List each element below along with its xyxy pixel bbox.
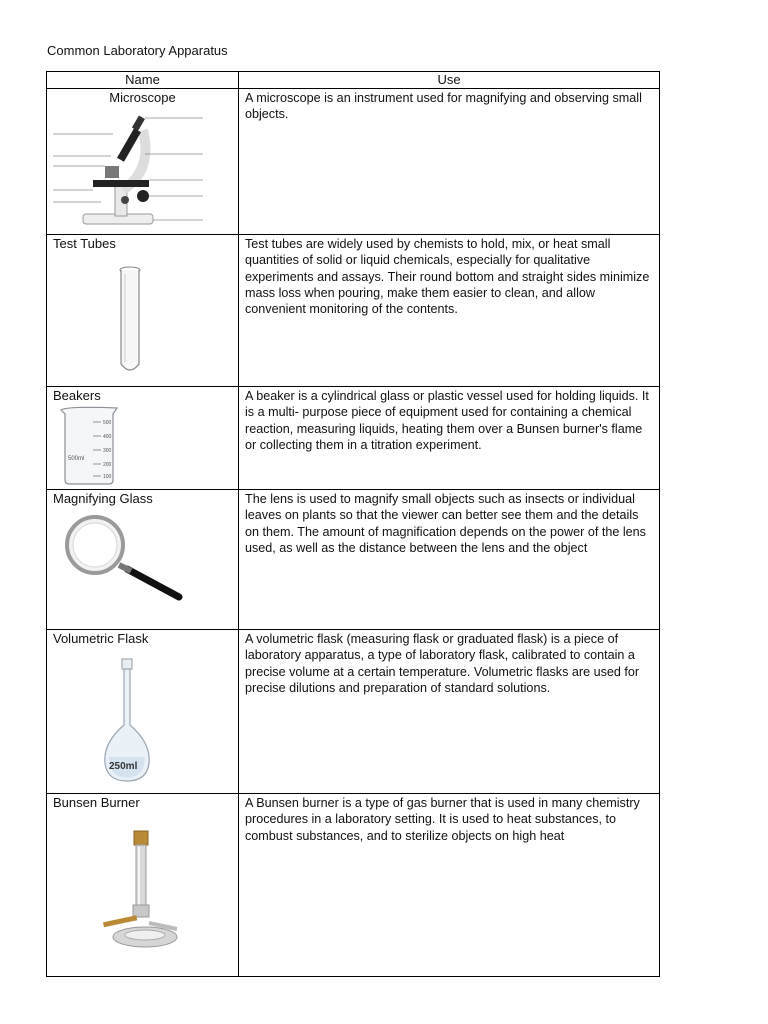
name-cell	[47, 630, 239, 794]
use-cell	[239, 235, 660, 387]
name-cell	[47, 490, 239, 630]
apparatus-name: Test Tubes	[53, 236, 116, 251]
beaker-capacity-label: 500ml	[68, 456, 85, 462]
apparatus-use: A microscope is an instrument used for magnifying and observing small objects.	[245, 91, 642, 122]
use-cell	[239, 89, 660, 235]
beaker-image	[57, 406, 121, 486]
table-row	[47, 235, 660, 387]
apparatus-use: A beaker is a cylindrical glass or plastic vessel used for holding liquids. It is a multi- purpose piece of equipment used for containing a chemical reaction, measuring liquids, heating them over a Bunsen burner's flame or collecting them in a titration experiment.	[245, 389, 649, 452]
beaker-mark-100: 100	[103, 474, 112, 480]
table-row	[47, 490, 660, 630]
document-title: Common Laboratory Apparatus	[47, 43, 228, 58]
test-tube-image	[110, 264, 150, 376]
apparatus-name: Beakers	[53, 388, 101, 403]
volumetric-flask-image	[97, 657, 157, 785]
name-cell	[47, 89, 239, 235]
apparatus-name: Microscope	[109, 90, 176, 105]
beaker-mark-300: 300	[103, 448, 112, 454]
apparatus-use: A Bunsen burner is a type of gas burner that is used in many chemistry procedures in a laboratory setting. It is used to heat substances, to combust substances, and to sterilize objects on high heat	[245, 796, 640, 843]
table-row	[47, 387, 660, 490]
use-cell	[239, 490, 660, 630]
apparatus-name: Magnifying Glass	[53, 491, 153, 506]
use-cell	[239, 630, 660, 794]
flask-volume-label: 250ml	[109, 761, 138, 772]
table-row	[47, 89, 660, 235]
apparatus-use: A volumetric flask (measuring flask or graduated flask) is a piece of laboratory apparatus, a type of laboratory flask, calibrated to contain a precise volume at a certain temperature. Volumetric flasks are used for precise dilutions and preparation of standard solutions.	[245, 632, 640, 695]
apparatus-name: Bunsen Burner	[53, 795, 140, 810]
column-header-name: Name	[47, 72, 239, 89]
beaker-mark-500: 500	[103, 420, 112, 426]
apparatus-table	[46, 71, 660, 977]
header-row	[47, 72, 660, 89]
table-row	[47, 630, 660, 794]
column-header-use: Use	[239, 72, 660, 89]
name-cell	[47, 794, 239, 977]
apparatus-use: Test tubes are widely used by chemists to hold, mix, or heat small quantities of solid or liquid chemicals, especially for qualitative experiments and assays. Their round bottom and straight sides minimize mass loss when pouring, make them easier to clean, and allow convenient monitoring of the contents.	[245, 237, 650, 317]
apparatus-name: Volumetric Flask	[53, 631, 149, 646]
microscope-image	[53, 110, 203, 232]
use-cell	[239, 387, 660, 490]
magnifying-glass-image	[57, 515, 187, 605]
table-row	[47, 794, 660, 977]
beaker-mark-400: 400	[103, 434, 112, 440]
bunsen-burner-image	[99, 825, 189, 955]
name-cell	[47, 387, 239, 490]
use-cell	[239, 794, 660, 977]
beaker-mark-200: 200	[103, 462, 112, 468]
apparatus-use: The lens is used to magnify small objects such as insects or individual leaves on plants so that the viewer can better see them and the details on them. The amount of magnification depends on the power of the lens used, as well as the distance between the lens and the object	[245, 492, 646, 555]
name-cell	[47, 235, 239, 387]
